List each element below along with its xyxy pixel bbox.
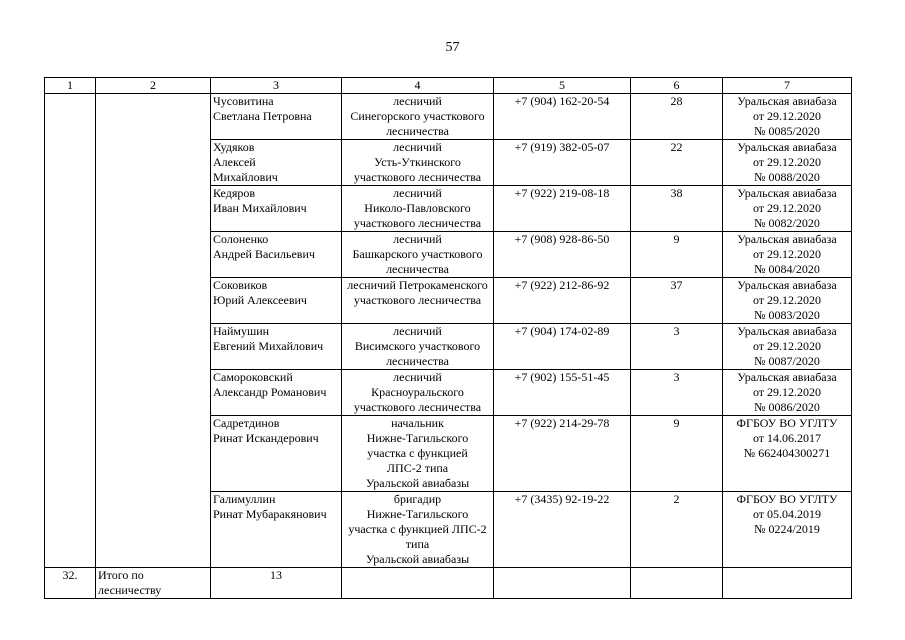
training-document-line: от 29.12.2020 xyxy=(752,385,822,399)
employee-position-line: начальник xyxy=(391,416,444,430)
employee-position-line: Красноуральского xyxy=(371,385,464,399)
employee-name-line: Иван Михайлович xyxy=(213,201,307,215)
employee-experience: 2 xyxy=(631,492,723,568)
employee-name-line: Садретдинов xyxy=(213,416,280,430)
employee-position-line: участкового лесничества xyxy=(353,400,482,414)
training-document xyxy=(723,278,852,324)
employee-name-line: Солоненко xyxy=(213,232,269,246)
total-count: 13 xyxy=(211,568,342,599)
employee-position xyxy=(342,140,494,186)
employee-name xyxy=(211,186,342,232)
employee-experience: 38 xyxy=(631,186,723,232)
row-number-cell xyxy=(45,416,96,492)
header-cell: 6 xyxy=(631,78,723,94)
employee-experience: 3 xyxy=(631,324,723,370)
employee-name-line: Александр Романович xyxy=(213,385,327,399)
employee-name xyxy=(211,140,342,186)
employee-position-line: бригадир xyxy=(393,492,442,506)
employee-name-line: Самороковский xyxy=(213,370,293,384)
employee-experience: 22 xyxy=(631,140,723,186)
training-document xyxy=(723,492,852,568)
employee-phone: +7 (922) 212-86-92 xyxy=(494,278,631,324)
employee-name-line: Светлана Петровна xyxy=(213,109,312,123)
training-document-line: Уральская авиабаза xyxy=(737,186,837,200)
employee-experience: 37 xyxy=(631,278,723,324)
training-document-line: от 29.12.2020 xyxy=(752,155,822,169)
total-row xyxy=(45,568,852,599)
employee-position xyxy=(342,186,494,232)
training-document-line: № 0086/2020 xyxy=(754,400,820,414)
personnel-table xyxy=(44,77,852,599)
total-number: 32. xyxy=(45,568,96,599)
row-number-cell xyxy=(45,278,96,324)
employee-position-line: участкового лесничества xyxy=(353,216,482,230)
employee-name-line: Юрий Алексеевич xyxy=(213,293,307,307)
employee-position-line: лесничий xyxy=(393,232,442,246)
employee-position-line: участкового лесничества xyxy=(353,293,482,307)
header-cell: 1 xyxy=(45,78,96,94)
training-document-line: Уральская авиабаза xyxy=(737,140,837,154)
row-number-cell xyxy=(45,370,96,416)
header-cell: 3 xyxy=(211,78,342,94)
training-document-line: Уральская авиабаза xyxy=(737,232,837,246)
training-document xyxy=(723,370,852,416)
employee-experience: 9 xyxy=(631,416,723,492)
employee-position-line: лесничий xyxy=(393,94,442,108)
training-document-line: от 29.12.2020 xyxy=(752,339,822,353)
total-empty-cell xyxy=(342,568,494,599)
training-document xyxy=(723,232,852,278)
row-number-cell xyxy=(45,94,96,140)
employee-position-line: Николо-Павловского xyxy=(364,201,471,215)
employee-position xyxy=(342,416,494,492)
training-document-line: от 14.06.2017 xyxy=(752,431,822,445)
training-document xyxy=(723,324,852,370)
total-empty-cell xyxy=(631,568,723,599)
training-document-line: № 0084/2020 xyxy=(754,262,820,276)
employee-experience: 9 xyxy=(631,232,723,278)
employee-position xyxy=(342,370,494,416)
row-number-cell xyxy=(45,186,96,232)
table-row xyxy=(45,324,852,370)
employee-phone: +7 (904) 174-02-89 xyxy=(494,324,631,370)
employee-name xyxy=(211,492,342,568)
employee-position-line: лесничий xyxy=(393,370,442,384)
employee-position-line: Висимского участкового xyxy=(354,339,481,353)
row-number-cell xyxy=(45,492,96,568)
training-document-line: от 05.04.2019 xyxy=(752,507,822,521)
header-cell: 5 xyxy=(494,78,631,94)
row-number-cell xyxy=(45,324,96,370)
employee-position-line: лесничий xyxy=(393,324,442,338)
employee-position-line: лесничества xyxy=(386,124,449,138)
training-document xyxy=(723,416,852,492)
training-document-line: Уральская авиабаза xyxy=(737,278,837,292)
employee-name xyxy=(211,324,342,370)
employee-position xyxy=(342,94,494,140)
forestry-cell xyxy=(96,278,211,324)
employee-name xyxy=(211,416,342,492)
employee-position-line: участка с функцией ЛПС-2 xyxy=(348,522,487,536)
training-document xyxy=(723,140,852,186)
employee-name-line: Евгений Михайлович xyxy=(213,339,324,353)
employee-name-line: Кедяров xyxy=(213,186,256,200)
employee-position xyxy=(342,232,494,278)
employee-name-line: Ринат Мубаракянович xyxy=(213,507,327,521)
employee-position-line: Усть-Уткинского xyxy=(374,155,461,169)
employee-name xyxy=(211,232,342,278)
employee-position-line: Уральской авиабазы xyxy=(365,476,470,490)
employee-position-line: участкового лесничества xyxy=(353,170,482,184)
header-cell: 7 xyxy=(723,78,852,94)
header-cell: 4 xyxy=(342,78,494,94)
employee-phone: +7 (904) 162-20-54 xyxy=(494,94,631,140)
table-row xyxy=(45,370,852,416)
employee-name-line: Алексей xyxy=(213,155,256,169)
training-document-line: от 29.12.2020 xyxy=(752,247,822,261)
training-document xyxy=(723,94,852,140)
training-document-line: № 0083/2020 xyxy=(754,308,820,322)
employee-name-line: Ринат Искандерович xyxy=(213,431,319,445)
employee-name-line: Михайлович xyxy=(213,170,278,184)
forestry-cell xyxy=(96,416,211,492)
forestry-cell xyxy=(96,94,211,140)
training-document-line: от 29.12.2020 xyxy=(752,293,822,307)
employee-phone: +7 (922) 219-08-18 xyxy=(494,186,631,232)
training-document-line: от 29.12.2020 xyxy=(752,109,822,123)
employee-position-line: участка с функцией xyxy=(367,446,468,460)
total-label xyxy=(96,568,211,599)
employee-position-line: типа xyxy=(405,537,430,551)
employee-name-line: Худяков xyxy=(213,140,255,154)
table-row xyxy=(45,278,852,324)
total-empty-cell xyxy=(723,568,852,599)
employee-experience: 3 xyxy=(631,370,723,416)
training-document-line: № 0087/2020 xyxy=(754,354,820,368)
training-document-line: от 29.12.2020 xyxy=(752,201,822,215)
table-row xyxy=(45,94,852,140)
employee-position-line: Нижне-Тагильского xyxy=(366,431,469,445)
training-document-line: № 662404300271 xyxy=(743,446,831,460)
employee-phone: +7 (3435) 92-19-22 xyxy=(494,492,631,568)
page-number: 57 xyxy=(445,40,460,55)
employee-name xyxy=(211,94,342,140)
total-label-line: лесничеству xyxy=(98,583,162,597)
employee-position-line: лесничий Петрокаменского xyxy=(347,278,488,292)
employee-phone: +7 (908) 928-86-50 xyxy=(494,232,631,278)
forestry-cell xyxy=(96,186,211,232)
total-label-line: Итого по xyxy=(98,568,144,582)
employee-position-line: ЛПС-2 типа xyxy=(386,461,449,475)
row-number-cell xyxy=(45,232,96,278)
table-row xyxy=(45,416,852,492)
employee-position-line: Нижне-Тагильского xyxy=(366,507,469,521)
employee-name-line: Галимуллин xyxy=(213,492,276,506)
total-empty-cell xyxy=(494,568,631,599)
forestry-cell xyxy=(96,140,211,186)
training-document-line: Уральская авиабаза xyxy=(737,324,837,338)
header-cell: 2 xyxy=(96,78,211,94)
header-row xyxy=(45,78,852,94)
employee-name-line: Наймушин xyxy=(213,324,270,338)
employee-position-line: Синегорского участкового xyxy=(350,109,485,123)
table-row xyxy=(45,186,852,232)
table-row xyxy=(45,492,852,568)
employee-name-line: Чусовитина xyxy=(213,94,274,108)
employee-position-line: лесничий xyxy=(393,140,442,154)
employee-position-line: лесничий xyxy=(393,186,442,200)
employee-position-line: лесничества xyxy=(386,354,449,368)
training-document-line: № 0085/2020 xyxy=(754,124,820,138)
employee-position xyxy=(342,492,494,568)
employee-position-line: Башкарского участкового xyxy=(352,247,483,261)
row-number-cell xyxy=(45,140,96,186)
employee-position xyxy=(342,278,494,324)
training-document-line: ФГБОУ ВО УГЛТУ xyxy=(736,492,838,506)
training-document-line: Уральская авиабаза xyxy=(737,370,837,384)
training-document-line: № 0082/2020 xyxy=(754,216,820,230)
employee-phone: +7 (902) 155-51-45 xyxy=(494,370,631,416)
forestry-cell xyxy=(96,232,211,278)
training-document-line: № 0224/2019 xyxy=(754,522,820,536)
employee-name xyxy=(211,278,342,324)
training-document-line: ФГБОУ ВО УГЛТУ xyxy=(736,416,838,430)
employee-name-line: Андрей Васильевич xyxy=(213,247,315,261)
employee-position xyxy=(342,324,494,370)
table-row xyxy=(45,232,852,278)
training-document xyxy=(723,186,852,232)
training-document-line: № 0088/2020 xyxy=(754,170,820,184)
training-document-line: Уральская авиабаза xyxy=(737,94,837,108)
table-row xyxy=(45,140,852,186)
employee-name xyxy=(211,370,342,416)
employee-phone: +7 (922) 214-29-78 xyxy=(494,416,631,492)
forestry-cell xyxy=(96,370,211,416)
employee-position-line: Уральской авиабазы xyxy=(365,552,470,566)
forestry-cell xyxy=(96,492,211,568)
forestry-cell xyxy=(96,324,211,370)
employee-name-line: Соковиков xyxy=(213,278,268,292)
employee-experience: 28 xyxy=(631,94,723,140)
employee-position-line: лесничества xyxy=(386,262,449,276)
employee-phone: +7 (919) 382-05-07 xyxy=(494,140,631,186)
